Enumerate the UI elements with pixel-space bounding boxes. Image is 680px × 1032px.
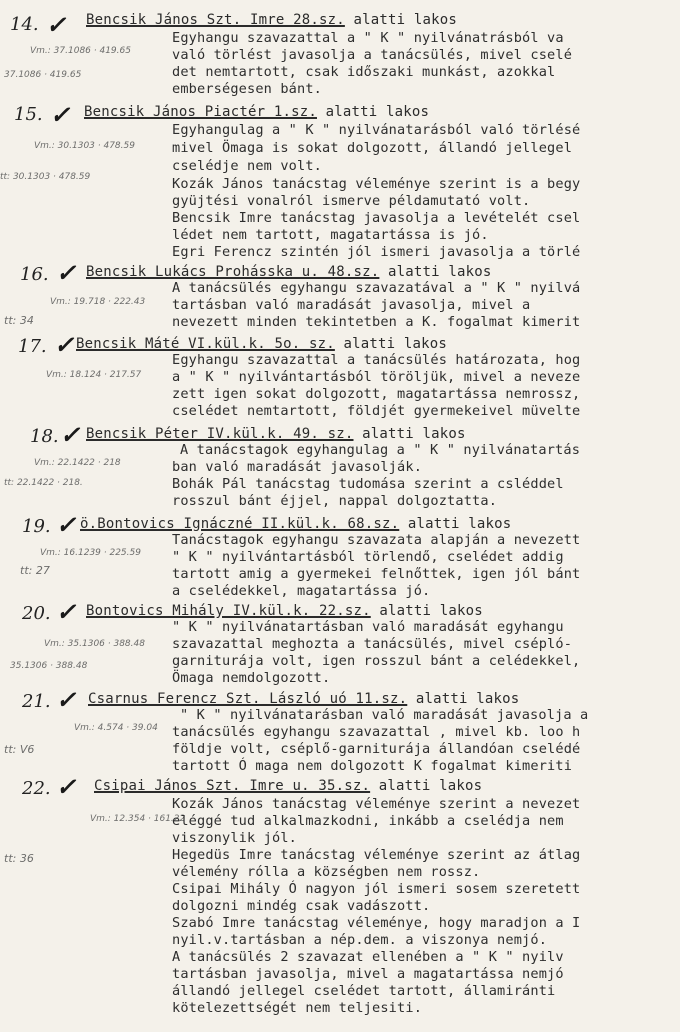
- entry-text-line: Hegedüs Imre tanácstag véleménye szerint az átlag: [172, 847, 581, 863]
- margin-note: Vm.: 19.718 · 222.43: [50, 297, 146, 307]
- entry-number: 17.: [18, 336, 47, 357]
- entry-text-line: lédet nem tartott, magatartássa is jó.: [172, 227, 489, 243]
- entry-number: 21.: [22, 691, 51, 712]
- entry-text-line: " K " nyilvántartásból törlendő, cselédet addig: [172, 549, 564, 565]
- entry-address-suffix: alatti lakos: [334, 336, 448, 352]
- entry-name: Bencsik Péter IV.kül.k. 49. sz.: [86, 426, 354, 442]
- check-mark-icon: ✓: [46, 10, 67, 39]
- entry-text-line: földje volt, cséplő-garniturája állandóan cselédé: [172, 741, 581, 757]
- entry-address-suffix: alatti lakos: [316, 104, 430, 120]
- entry-text-line: gyüjtési vonalról ismerve példamutató volt.: [172, 193, 531, 209]
- check-mark-icon: ✓: [56, 510, 77, 539]
- entry-name: Bencsik Lukács Prohásska u. 48.sz.: [86, 264, 380, 280]
- check-mark-icon: ✓: [56, 258, 77, 287]
- entry-text-line: zett igen sokat dolgozott, magatartássa nemrossz,: [172, 386, 581, 402]
- entry-text-line: a cselédekkel, magatartássa jó.: [172, 583, 431, 599]
- margin-note: tt: 36: [4, 852, 34, 865]
- entry-heading: [86, 426, 466, 442]
- entry-text-line: viszonylik jól.: [172, 830, 298, 846]
- entry-text-line: Kozák János tanácstag véleménye szerint a nevezet: [172, 796, 581, 812]
- entry-text-line: Egyhangu szavazattal a tanácsülés határozata, hog: [172, 352, 581, 368]
- margin-note: Vm.: 18.124 · 217.57: [46, 370, 142, 380]
- entry-text-line: det nemtartott, csak időszaki munkást, azokkal: [172, 64, 556, 80]
- entry-heading: [84, 104, 429, 120]
- entry-text-line: dolgozni mindég csak vadászott.: [172, 898, 431, 914]
- entry-number: 16.: [20, 264, 49, 285]
- entry-text-line: nevezett minden tekintetben a K. fogalmat kimerit: [172, 314, 581, 330]
- entry-text-line: nyil.v.tartásban a nép.dem. a viszonya nemjó.: [172, 932, 548, 948]
- entry-address-suffix: alatti lakos: [370, 603, 483, 619]
- entry-address-suffix: alatti lakos: [399, 516, 512, 532]
- entry-text-line: Egri Ferencz szintén jól ismeri javasolja a törlé: [172, 244, 581, 260]
- entry-heading: [86, 603, 483, 619]
- entry-text-line: a " K " nyilvántartásból töröljük, mivel a neveze: [172, 369, 581, 385]
- entry-text-line: mivel Ömaga is sokat dolgozott, állandó jellegel: [172, 140, 573, 156]
- entry-text-line: vélemény rólla a községben nem rossz.: [172, 864, 481, 880]
- entry-text-line: ban való maradását javasolják.: [172, 459, 423, 475]
- entry-address-suffix: alatti lakos: [379, 264, 492, 280]
- entry-heading: [94, 778, 482, 794]
- entry-text-line: való törlést javasolja a tanácsülés, mivel cselé: [172, 47, 573, 63]
- margin-note: 35.1306 · 388.48: [10, 661, 88, 671]
- entry-text-line: " K " nyilvánatartásban való maradását egyhangu: [172, 619, 564, 635]
- margin-note: 37.1086 · 419.65: [4, 70, 82, 80]
- entry-text-line: Tanácstagok egyhangu szavazata alapján a nevezett: [172, 532, 581, 548]
- entry-address-suffix: alatti lakos: [370, 778, 483, 794]
- entry-text-line: Bencsik Imre tanácstag javasolja a levételét csel: [172, 210, 581, 226]
- entry-text-line: Egyhangulag a " K " nyilvánatarásból való törlésé: [172, 122, 581, 138]
- check-mark-icon: ✓: [50, 100, 71, 129]
- margin-note: Vm.: 37.1086 · 419.65: [30, 46, 131, 56]
- entry-heading: [86, 264, 492, 280]
- entry-text-line: cselédet nemtartott, földjét gyermekeivel müvelte: [172, 403, 581, 419]
- margin-note: tt: 34: [4, 314, 34, 327]
- entry-text-line: Szabó Imre tanácstag véleménye, hogy maradjon a I: [172, 915, 581, 931]
- entry-number: 22.: [22, 778, 51, 799]
- entry-name: Bontovics Mihály IV.kül.k. 22.sz.: [86, 603, 371, 619]
- entry-text-line: cselédje nem volt.: [172, 158, 323, 174]
- margin-note: Vm.: 22.1422 · 218: [34, 458, 121, 468]
- entry-text-line: Ömaga nemdolgozott.: [172, 670, 331, 686]
- entry-number: 18.: [30, 426, 59, 447]
- entry-text-line: Bohák Pál tanácstag tudomása szerint a csléddel: [172, 476, 564, 492]
- entry-number: 15.: [14, 104, 43, 125]
- entry-name: ö.Bontovics Ignáczné II.kül.k. 68.sz.: [80, 516, 400, 532]
- check-mark-icon: ✓: [60, 420, 81, 449]
- margin-note: Vm.: 16.1239 · 225.59: [40, 548, 141, 558]
- entry-address-suffix: alatti lakos: [353, 426, 466, 442]
- margin-note: Vm.: 4.574 · 39.04: [74, 723, 158, 733]
- entry-text-line: Kozák János tanácstag véleménye szerint is a begy: [172, 176, 581, 192]
- margin-note: Vm.: 12.354 · 161.22: [90, 814, 186, 824]
- entry-heading: [88, 691, 519, 707]
- entry-number: 14.: [10, 14, 39, 35]
- entry-text-line: A tanácstagok egyhangulag a " K " nyilvánatartás: [180, 442, 581, 458]
- margin-note: tt: 30.1303 · 478.59: [0, 172, 91, 182]
- entry-text-line: szavazattal meghozta a tanácsülés, mivel csépló-: [172, 636, 573, 652]
- entry-text-line: tartásban javasolja, mivel a magatartássa nemjó: [172, 966, 564, 982]
- entry-name: Bencsik Máté VI.kül.k. 5o. sz.: [76, 336, 335, 352]
- entry-text-line: Egyhangu szavazattal a " K " nyilvánatrásból va: [172, 30, 564, 46]
- entry-text-line: Csipai Mihály Ó nagyon jól ismeri sosem szeretett: [172, 881, 581, 897]
- margin-note: tt: 27: [20, 564, 50, 577]
- entry-address-suffix: alatti lakos: [407, 691, 520, 707]
- entry-text-line: tartott Ó maga nem dolgozott K fogalmat kimeriti: [172, 758, 573, 774]
- entry-text-line: garniturája volt, igen rosszul bánt a celédekkel,: [172, 653, 581, 669]
- margin-note: tt: V6: [4, 743, 35, 756]
- entry-text-line: rosszul bánt éjjel, nappal dolgoztatta.: [172, 493, 498, 509]
- entry-name: Bencsik János Szt. Imre 28.sz.: [86, 12, 345, 28]
- entry-text-line: kötelezettségét nem teljesiti.: [172, 1000, 423, 1016]
- entry-address-suffix: alatti lakos: [344, 12, 458, 28]
- entry-name: Csarnus Ferencz Szt. László uó 11.sz.: [88, 691, 408, 707]
- margin-note: Vm.: 35.1306 · 388.48: [44, 639, 145, 649]
- entry-text-line: eléggé tud alkalmazkodni, inkább a cselédja nem: [172, 813, 564, 829]
- entry-name: Bencsik János Piactér 1.sz.: [84, 104, 317, 120]
- entry-number: 19.: [22, 516, 51, 537]
- entry-heading: [86, 12, 457, 28]
- check-mark-icon: ✓: [56, 685, 77, 714]
- margin-note: tt: 22.1422 · 218.: [4, 478, 83, 488]
- entry-text-line: " K " nyilvánatarásban való maradását javasolja a: [180, 707, 589, 723]
- check-mark-icon: ✓: [54, 330, 75, 359]
- entry-heading: [76, 336, 447, 352]
- entry-name: Csipai János Szt. Imre u. 35.sz.: [94, 778, 371, 794]
- entry-heading: [80, 516, 511, 532]
- entry-text-line: tanácsülés egyhangu szavazattal , mivel kb. loo h: [172, 724, 581, 740]
- entry-text-line: állandó jellegel cselédet tartott, államiránti: [172, 983, 556, 999]
- entry-text-line: tartásban való maradását javasolja, mivel a: [172, 297, 531, 313]
- margin-note: Vm.: 30.1303 · 478.59: [34, 141, 135, 151]
- entry-text-line: A tanácsülés egyhangu szavazatával a " K " nyilvá: [172, 280, 581, 296]
- entry-text-line: tartott amig a gyermekei felnőttek, igen jól bánt: [172, 566, 581, 582]
- check-mark-icon: ✓: [56, 597, 77, 626]
- entry-number: 20.: [22, 603, 51, 624]
- entry-text-line: A tanácsülés 2 szavazat ellenében a " K " nyilv: [172, 949, 564, 965]
- entry-text-line: emberségesen bánt.: [172, 81, 323, 97]
- check-mark-icon: ✓: [56, 772, 77, 801]
